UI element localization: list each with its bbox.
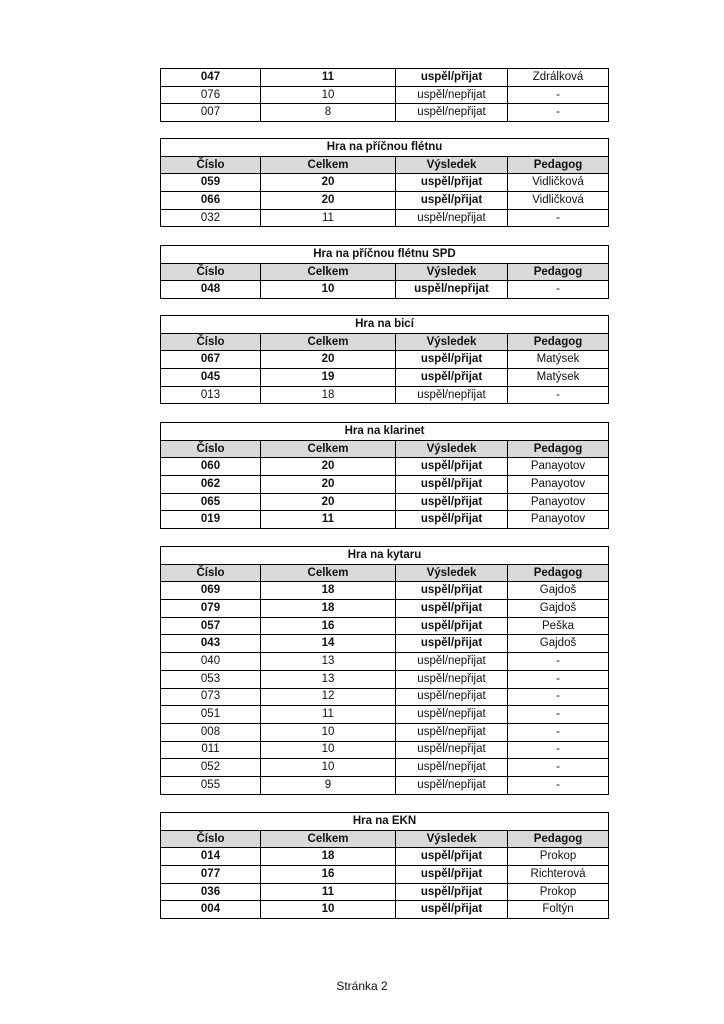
table-row (161, 493, 609, 511)
cell-pedagog: Gajdoš (508, 582, 609, 600)
column-header-vysledek: Výsledek (396, 440, 508, 458)
cell-cislo: 062 (161, 476, 261, 494)
cell-cislo: 052 (161, 759, 261, 777)
table-title-row (161, 813, 609, 831)
cell-pedagog: - (508, 741, 609, 759)
column-header-celkem: Celkem (261, 263, 396, 281)
cell-cislo: 040 (161, 653, 261, 671)
table-title-row (161, 316, 609, 334)
table-header-row (161, 830, 609, 848)
table-row (161, 86, 609, 104)
cell-cislo: 065 (161, 493, 261, 511)
table-row (161, 69, 609, 87)
cell-vysledek: uspěl/přijat (396, 582, 508, 600)
cell-celkem: 18 (261, 386, 396, 404)
table-row (161, 458, 609, 476)
column-header-pedagog: Pedagog (508, 263, 609, 281)
cell-cislo: 076 (161, 86, 261, 104)
cell-celkem: 11 (261, 706, 396, 724)
table-row (161, 759, 609, 777)
results-table (160, 245, 608, 299)
cell-vysledek: uspěl/nepřijat (396, 386, 508, 404)
cell-celkem: 11 (261, 883, 396, 901)
column-header-celkem: Celkem (261, 156, 396, 174)
cell-pedagog: Panayotov (508, 476, 609, 494)
table-row (161, 723, 609, 741)
cell-cislo: 032 (161, 209, 261, 227)
cell-cislo: 014 (161, 848, 261, 866)
table-header-row (161, 156, 609, 174)
table-title-row (161, 547, 609, 565)
cell-vysledek: uspěl/nepřijat (396, 209, 508, 227)
cell-cislo: 057 (161, 617, 261, 635)
column-header-celkem: Celkem (261, 564, 396, 582)
column-header-vysledek: Výsledek (396, 830, 508, 848)
section-title: Hra na klarinet (161, 423, 609, 441)
column-header-cislo: Číslo (161, 564, 261, 582)
results-table (160, 68, 608, 122)
cell-pedagog: Matýsek (508, 369, 609, 387)
cell-celkem: 8 (261, 104, 396, 122)
cell-pedagog: - (508, 706, 609, 724)
column-header-cislo: Číslo (161, 156, 261, 174)
cell-celkem: 10 (261, 901, 396, 919)
cell-cislo: 045 (161, 369, 261, 387)
table-row (161, 192, 609, 210)
table-header-row (161, 333, 609, 351)
cell-celkem: 18 (261, 600, 396, 618)
cell-vysledek: uspěl/nepřijat (396, 104, 508, 122)
cell-celkem: 13 (261, 670, 396, 688)
table-row (161, 901, 609, 919)
column-header-vysledek: Výsledek (396, 564, 508, 582)
cell-cislo: 047 (161, 69, 261, 87)
cell-vysledek: uspěl/přijat (396, 69, 508, 87)
cell-celkem: 11 (261, 69, 396, 87)
cell-pedagog: - (508, 688, 609, 706)
cell-vysledek: uspěl/nepřijat (396, 688, 508, 706)
section-title: Hra na kytaru (161, 547, 609, 565)
table-row (161, 600, 609, 618)
cell-pedagog: Gajdoš (508, 635, 609, 653)
column-header-cislo: Číslo (161, 830, 261, 848)
column-header-vysledek: Výsledek (396, 156, 508, 174)
cell-pedagog: - (508, 776, 609, 794)
table-row (161, 776, 609, 794)
table-row (161, 617, 609, 635)
table-row (161, 209, 609, 227)
cell-vysledek: uspěl/nepřijat (396, 723, 508, 741)
page-footer: Stránka 2 (336, 979, 388, 993)
table-row (161, 653, 609, 671)
cell-pedagog: Vidličková (508, 174, 609, 192)
cell-cislo: 019 (161, 511, 261, 529)
cell-vysledek: uspěl/přijat (396, 617, 508, 635)
cell-cislo: 073 (161, 688, 261, 706)
column-header-vysledek: Výsledek (396, 263, 508, 281)
column-header-celkem: Celkem (261, 830, 396, 848)
table-row (161, 582, 609, 600)
cell-pedagog: Richterová (508, 866, 609, 884)
cell-pedagog: - (508, 209, 609, 227)
column-header-pedagog: Pedagog (508, 564, 609, 582)
cell-celkem: 12 (261, 688, 396, 706)
cell-pedagog: Zdrálková (508, 69, 609, 87)
cell-pedagog: - (508, 759, 609, 777)
cell-celkem: 20 (261, 192, 396, 210)
table-row (161, 688, 609, 706)
table-header-row (161, 263, 609, 281)
cell-celkem: 20 (261, 174, 396, 192)
section-title: Hra na bicí (161, 316, 609, 334)
column-header-celkem: Celkem (261, 333, 396, 351)
cell-pedagog: Foltýn (508, 901, 609, 919)
cell-cislo: 013 (161, 386, 261, 404)
cell-vysledek: uspěl/přijat (396, 476, 508, 494)
column-header-cislo: Číslo (161, 440, 261, 458)
cell-pedagog: - (508, 723, 609, 741)
cell-vysledek: uspěl/přijat (396, 174, 508, 192)
results-table (160, 422, 608, 529)
cell-pedagog: - (508, 653, 609, 671)
cell-vysledek: uspěl/přijat (396, 866, 508, 884)
cell-celkem: 10 (261, 723, 396, 741)
table-row (161, 883, 609, 901)
column-header-pedagog: Pedagog (508, 830, 609, 848)
cell-pedagog: Matýsek (508, 351, 609, 369)
cell-pedagog: Panayotov (508, 458, 609, 476)
cell-celkem: 10 (261, 741, 396, 759)
cell-cislo: 011 (161, 741, 261, 759)
section-title: Hra na EKN (161, 813, 609, 831)
cell-pedagog: Gajdoš (508, 600, 609, 618)
cell-cislo: 051 (161, 706, 261, 724)
results-table (160, 138, 608, 227)
cell-cislo: 079 (161, 600, 261, 618)
cell-celkem: 11 (261, 511, 396, 529)
table-row (161, 706, 609, 724)
cell-cislo: 048 (161, 281, 261, 299)
table-header-row (161, 440, 609, 458)
cell-vysledek: uspěl/nepřijat (396, 86, 508, 104)
cell-vysledek: uspěl/nepřijat (396, 281, 508, 299)
table-row (161, 369, 609, 387)
cell-vysledek: uspěl/přijat (396, 635, 508, 653)
cell-pedagog: - (508, 670, 609, 688)
cell-celkem: 10 (261, 86, 396, 104)
results-table (160, 315, 608, 404)
results-table (160, 546, 608, 795)
cell-celkem: 18 (261, 582, 396, 600)
cell-celkem: 10 (261, 281, 396, 299)
table-row (161, 511, 609, 529)
cell-cislo: 069 (161, 582, 261, 600)
table-header-row (161, 564, 609, 582)
cell-cislo: 066 (161, 192, 261, 210)
table-row (161, 635, 609, 653)
cell-vysledek: uspěl/přijat (396, 493, 508, 511)
cell-cislo: 060 (161, 458, 261, 476)
section-title: Hra na příčnou flétnu SPD (161, 246, 609, 264)
cell-celkem: 20 (261, 476, 396, 494)
cell-cislo: 043 (161, 635, 261, 653)
cell-vysledek: uspěl/přijat (396, 369, 508, 387)
table-row (161, 741, 609, 759)
cell-vysledek: uspěl/přijat (396, 458, 508, 476)
cell-celkem: 18 (261, 848, 396, 866)
table-title-row (161, 139, 609, 157)
cell-cislo: 053 (161, 670, 261, 688)
cell-celkem: 14 (261, 635, 396, 653)
cell-vysledek: uspěl/nepřijat (396, 706, 508, 724)
cell-vysledek: uspěl/přijat (396, 848, 508, 866)
cell-pedagog: - (508, 104, 609, 122)
cell-celkem: 20 (261, 351, 396, 369)
table-row (161, 351, 609, 369)
cell-vysledek: uspěl/přijat (396, 351, 508, 369)
cell-vysledek: uspěl/přijat (396, 883, 508, 901)
cell-vysledek: uspěl/nepřijat (396, 653, 508, 671)
table-row (161, 386, 609, 404)
cell-pedagog: - (508, 386, 609, 404)
cell-celkem: 20 (261, 458, 396, 476)
table-row (161, 281, 609, 299)
column-header-pedagog: Pedagog (508, 156, 609, 174)
column-header-cislo: Číslo (161, 263, 261, 281)
cell-celkem: 13 (261, 653, 396, 671)
table-row (161, 848, 609, 866)
cell-cislo: 036 (161, 883, 261, 901)
cell-pedagog: Vidličková (508, 192, 609, 210)
cell-celkem: 11 (261, 209, 396, 227)
cell-cislo: 055 (161, 776, 261, 794)
table-row (161, 866, 609, 884)
results-table (160, 812, 608, 919)
table-title-row (161, 246, 609, 264)
cell-pedagog: - (508, 281, 609, 299)
cell-celkem: 16 (261, 866, 396, 884)
cell-vysledek: uspěl/nepřijat (396, 670, 508, 688)
cell-cislo: 004 (161, 901, 261, 919)
table-row (161, 670, 609, 688)
cell-pedagog: Panayotov (508, 511, 609, 529)
cell-vysledek: uspěl/nepřijat (396, 759, 508, 777)
column-header-celkem: Celkem (261, 440, 396, 458)
cell-celkem: 19 (261, 369, 396, 387)
cell-pedagog: Panayotov (508, 493, 609, 511)
cell-cislo: 008 (161, 723, 261, 741)
cell-vysledek: uspěl/přijat (396, 192, 508, 210)
cell-pedagog: - (508, 86, 609, 104)
cell-vysledek: uspěl/přijat (396, 511, 508, 529)
table-row (161, 476, 609, 494)
cell-cislo: 077 (161, 866, 261, 884)
table-title-row (161, 423, 609, 441)
cell-pedagog: Prokop (508, 883, 609, 901)
cell-cislo: 007 (161, 104, 261, 122)
column-header-cislo: Číslo (161, 333, 261, 351)
cell-cislo: 067 (161, 351, 261, 369)
cell-celkem: 9 (261, 776, 396, 794)
section-title: Hra na příčnou flétnu (161, 139, 609, 157)
cell-cislo: 059 (161, 174, 261, 192)
cell-pedagog: Peška (508, 617, 609, 635)
column-header-vysledek: Výsledek (396, 333, 508, 351)
cell-celkem: 10 (261, 759, 396, 777)
cell-celkem: 16 (261, 617, 396, 635)
cell-pedagog: Prokop (508, 848, 609, 866)
cell-vysledek: uspěl/přijat (396, 901, 508, 919)
column-header-pedagog: Pedagog (508, 440, 609, 458)
table-row (161, 174, 609, 192)
cell-vysledek: uspěl/nepřijat (396, 776, 508, 794)
cell-vysledek: uspěl/nepřijat (396, 741, 508, 759)
table-row (161, 104, 609, 122)
cell-celkem: 20 (261, 493, 396, 511)
cell-vysledek: uspěl/přijat (396, 600, 508, 618)
column-header-pedagog: Pedagog (508, 333, 609, 351)
